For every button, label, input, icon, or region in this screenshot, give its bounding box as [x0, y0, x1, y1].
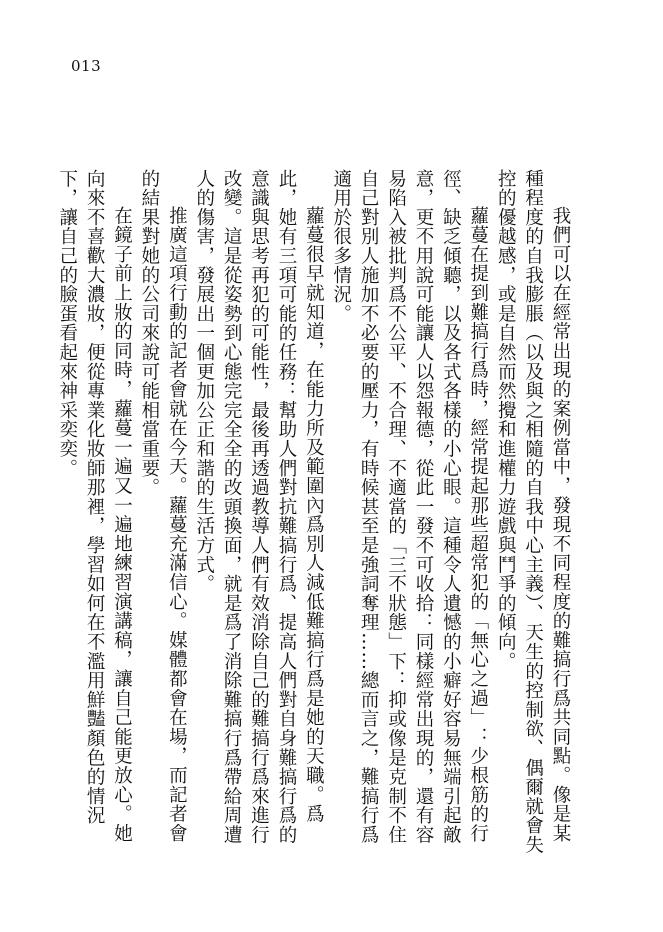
body-text	[53, 169, 574, 859]
paragraph-3: 蘿蔓很早就知道，在能力所及範圍內爲別人減低難搞行爲是她的天職。爲此，她有三項可能的任務：幫助人們對抗難搞行爲、提高人們對自身難搞行爲的意識與思考再犯的可能性，最後再透過教導人們有效消除自己的難搞行爲來進行改變。這是從姿勢到心態完完全全的改頭換面，就是爲了消除難搞行爲帶給周遭人的傷害，發展出一個更加公正和諧的生活方式。	[193, 169, 325, 845]
paragraph-4: 推廣這項行動的記者會就在今天。蘿蔓充滿信心。媒體都會在場，而記者會的結果對她的公司來說可能相當重要。	[138, 169, 188, 843]
paragraph-1: 我們可以在經常出現的案例當中，發現不同程度的難搞行爲共同點。像是某種程度的自我膨脹（以及與之相隨的自我中心主義）、天生的控制欲、偶爾就會失控的優越感，或是自然而然攪和進權力遊戲與鬥爭的傾向。	[495, 169, 571, 855]
page-number: 013	[71, 57, 102, 75]
paragraph-2: 蘿蔓在提到難搞行爲時，經常提起那些超常犯的「無心之過」：少根筋的行徑、缺乏傾聽，以及各式各樣的小心眼。這種令人遺憾的小癖好容易無端引起敵意，更不用說可能讓人以怨報德，從此一發不可收拾：同樣經常出現的，還有容易陷入被批判爲不公平、不合理、不適當的「三不狀態」下：抑或像是克制不住自己對別人施加不必要的壓力，有時候甚至是強詞奪理……總而言之，難搞行爲適用於很多情況。	[330, 169, 489, 845]
paragraph-5: 在鏡子前上妝的同時，蘿蔓一遍又一遍地練習演講稿，讓自己能更放心。她向來不喜歡大濃妝，便從專業化妝師那裡，學習如何在不濫用鮮豔顏色的情況下，讓自己的臉蛋看起來神采奕奕。	[56, 169, 133, 843]
